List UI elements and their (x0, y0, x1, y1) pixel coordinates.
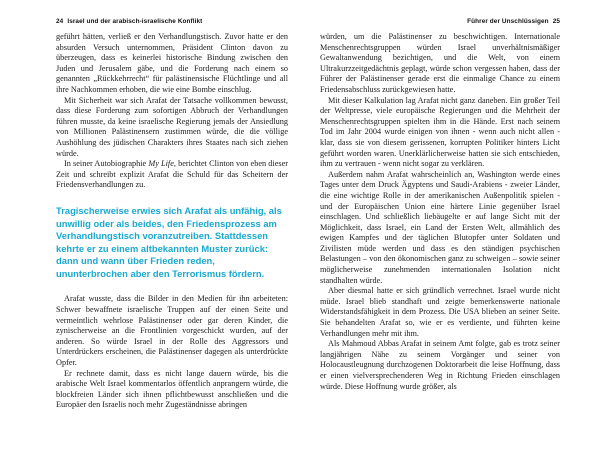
paragraph: Arafat wusste, dass die Bilder in den Medien für ihn arbeiteten: Schwer bewaffnete israelische Truppen auf der einen Seite und vermeintlich wehrlose Palästinenser oder gar deren Kinder, die zynischerweise an die Frontlinien vorgeschickt wurden, auf der anderen. So würde Israel in der Rolle des Aggressors und Unterdrückers erscheinen, die Palästinenser dagegen als unterdrückte Opfer. (56, 294, 288, 368)
paragraph: Aber diesmal hatte er sich gründlich verrechnet. Israel wurde nicht müde. Israel blieb standhaft und zeigte bemerkenswerte nationale Widerstandsfähigkeit in dem Prozess. Die USA blieben an seiner Seite. Sie behandelten Arafat so, wie er es verdiente, und führten keine Verhandlungen mehr mit ihm. (320, 286, 560, 338)
paragraph: Er rechnete damit, dass es nicht lange dauern würde, bis die arabische Welt Israel kommentarlos öffentlich anprangern würde, die blockfreien Länder sich ihnen pflichtbewusst anschließen und die Europäer den Israelis noch mehr Zugeständnisse abringen (56, 368, 288, 410)
page-number-left: 24 (56, 18, 64, 25)
paragraph: Außerdem nahm Arafat wahrscheinlich an, Washington werde eines Tages unter dem Druck Ägyptens und Saudi-Arabiens - zweier Länder, die eine wichtige Rolle in der amerikanischen Außenpolitik spielen - und der Europäischen Union eine härtere Linie gegenüber Israel einschlagen. Und schließlich liebäugelte er auf lange Sicht mit der Möglichkeit, dass Israel, ein Land der Ersten Welt, allmählich des ewigen Kampfes und der täglichen Blutopfer unter Soldaten und Zivilisten müde werden und dass es den ständigen psychischen Belastungen – von den ökonomischen ganz zu schweigen – sowie seiner möglicherweise zunehmenden internationalen Isolation nicht standhalten würde. (320, 169, 560, 285)
right-page (300, 0, 600, 463)
book-title: My Life (148, 159, 174, 169)
page-number-right: 25 (552, 18, 560, 25)
paragraph: würden, um die Palästinenser zu beschwichtigen. Internationale Menschenrechtsgruppen würden Israel unverhältnismäßiger Gewaltanwendung bezichtigen, und die Welt, von einem Ultrakurzzeitgedächtnis geplagt, würde schon vergessen haben, dass der Führer der Palästinenser gerade erst die einmalige Chance zu einem Friedensabschluss zurückgewiesen hatte. (320, 32, 560, 94)
paragraph: Als Mahmoud Abbas Arafat in seinem Amt folgte, gab es trotz seiner langjährigen Nähe zu seinem Vorgänger und seiner von Holocaustleugnung durchzogenen Doktorarbeit die leise Hoffnung, dass er einen vielversprechenderen Weg in Richtung Frieden einschlagen würde. Diese Hoffnung wurde größer, als (320, 339, 560, 391)
running-head-right (320, 18, 560, 32)
running-title-right: Führer der Unschlüssigen (467, 18, 549, 25)
paragraph: geführt hätten, verließ er den Verhandlungstisch. Zuvor hatte er den absurden Versuch unternommen, Präsident Clinton davon zu überzeugen, dass es keinerlei historische Bindung zwischen den Juden und Jerusalem gäbe, und die Forderung nach einem so genannten „Rückkehrrecht“ für palästinensische Flüchtlinge und all ihre Nachkommen erhoben, die wie eine Bombe einschlug. (56, 32, 288, 94)
paragraph: Mit dieser Kalkulation lag Arafat nicht ganz daneben. Ein großer Teil der Weltpresse, viele europäische Regierungen und die Mehrheit der Menschenrechtsgruppen spielten ihm in die Hände. Erst nach seinem Tod im Jahr 2004 wurde einigen von ihnen - wenn auch nicht allen - klar, dass sie von diesem gerissenen, korrupten Politiker hinters Licht geführt worden waren. Unerklärlicherweise hatten sie sich entschieden, ihm zu vertrauen - wenn nicht sogar zu verklären. (320, 95, 560, 169)
clinton-paragraph (56, 159, 288, 191)
running-head-left (56, 18, 288, 32)
text-run: , berichtet Clinton von eben dieser Zeit und schreibt explizit Arafat die Schuld für das Scheitern der Friedensverhandlungen zu. (56, 159, 288, 190)
text-run: In seiner Autobiographie (64, 159, 149, 169)
running-title-left: Israel und der arabisch-israelische Konflikt (67, 18, 203, 25)
paragraph: Mit Sicherheit war sich Arafat der Tatsache vollkommen bewusst, dass diese Forderung zum sofortigen Abbruch der Verhandlungen führen musste, da keine israelische Regierung jemals der Ansiedlung von Millionen Palästinensern zustimmen würde, die die völlige Aushöhlung des jüdischen Charakters ihres Staates nach sich ziehen würde. (56, 95, 288, 158)
pull-quote: Tragischerweise erwies sich Arafat als unfähig, als unwillig oder als beides, den Friedensprozess am Verhandlungstisch voranzutreiben. Stattdessen kehrte er zu einem altbekannten Muster zurück: dann und wann über Frieden reden, ununterbrochen aber den Terrorismus fördern. (56, 204, 282, 279)
